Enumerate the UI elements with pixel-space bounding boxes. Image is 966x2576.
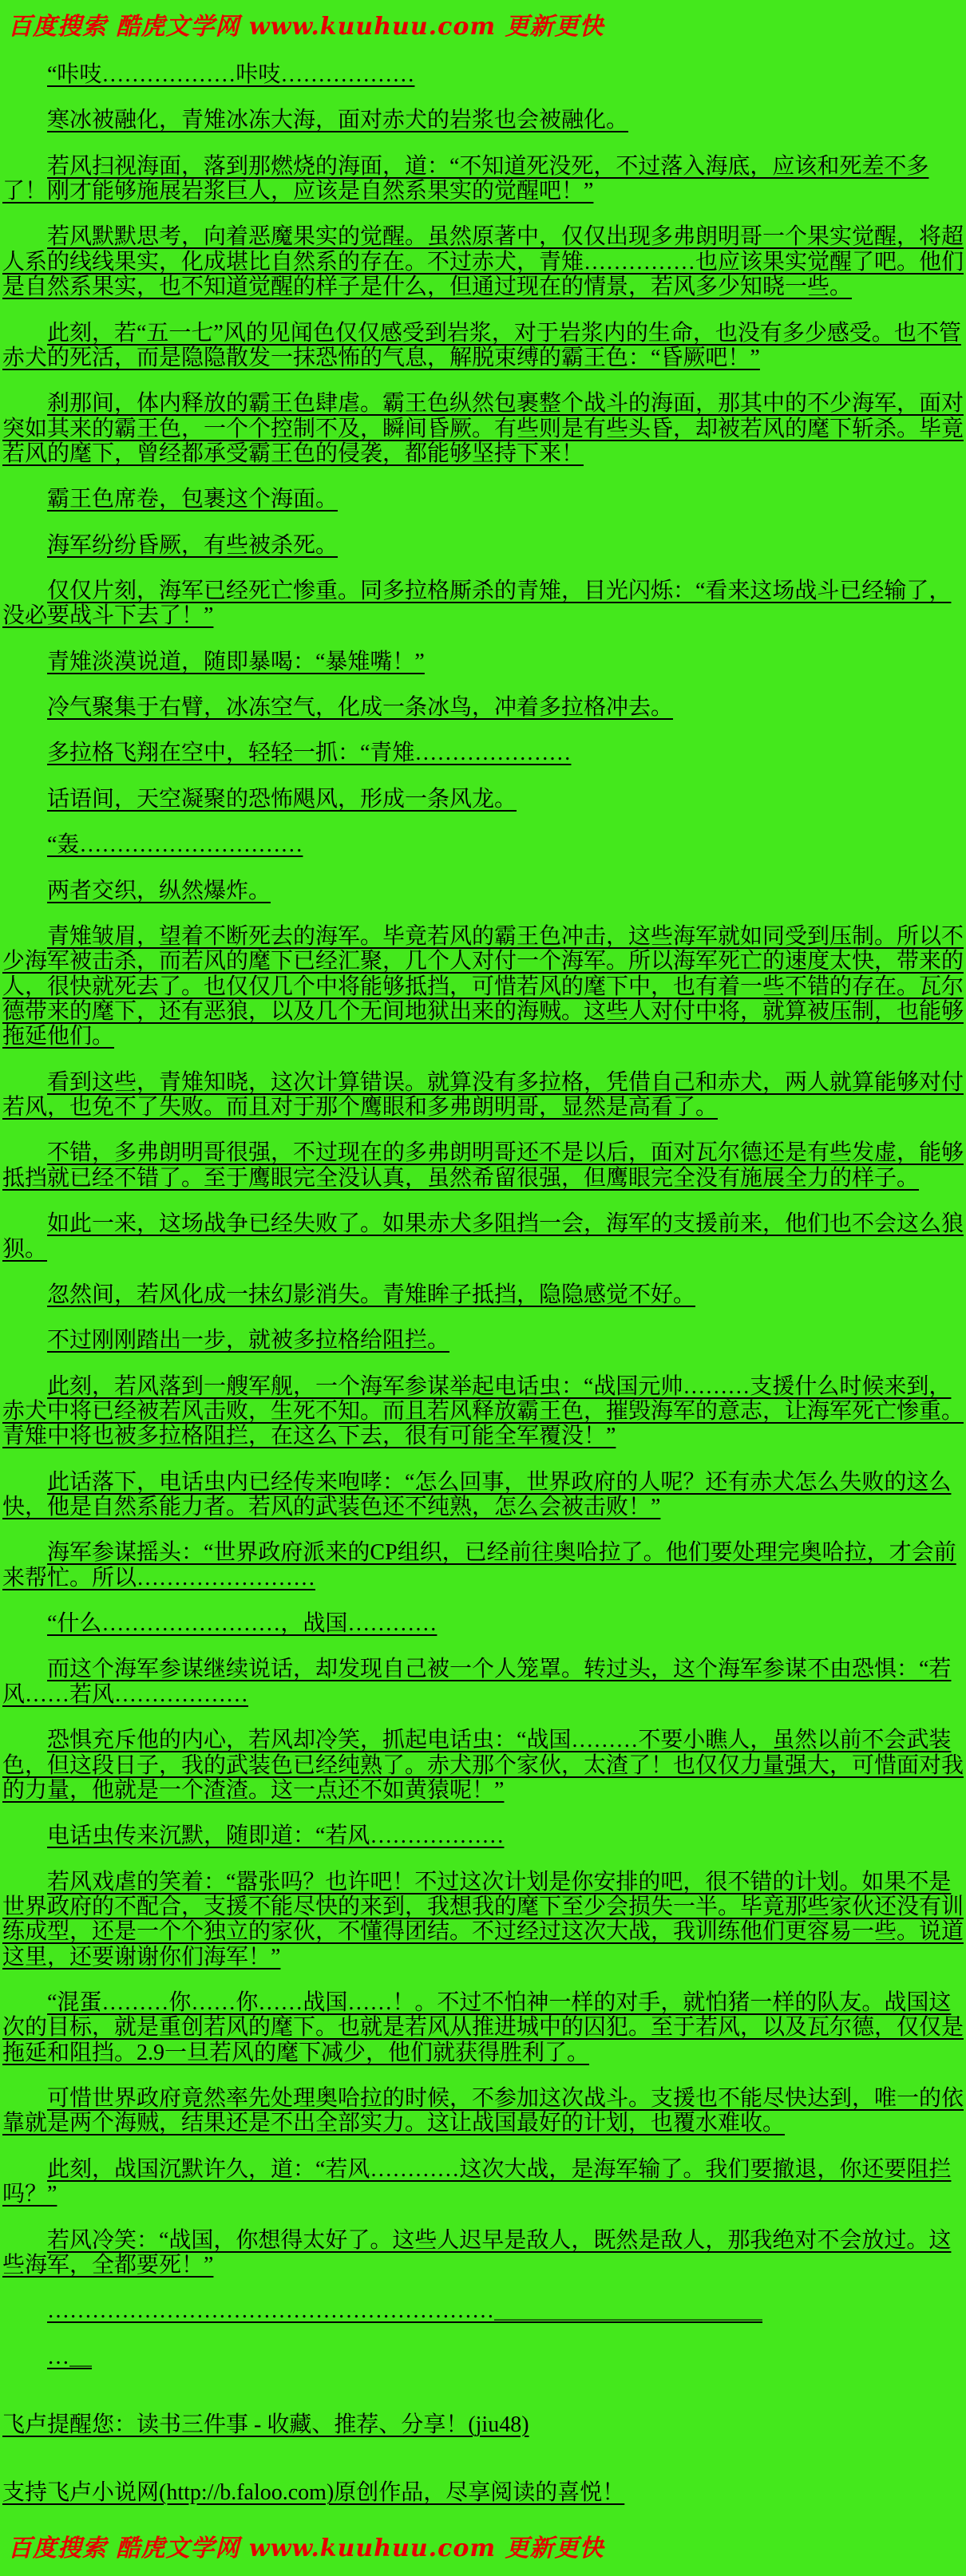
novel-paragraph: 不过刚刚踏出一步，就被多拉格给阻拦。: [47, 1328, 450, 1353]
novel-paragraph: 忽然间，若风化成一抹幻影消失。青雉眸子抵挡，隐隐感觉不好。: [47, 1282, 696, 1307]
novel-paragraph: 可惜世界政府竟然率先处理奥哈拉的时候，不参加这次战斗。支援也不能尽快达到，唯一的依靠就是两个海贼，结果还是不出全部实力。这让战国最好的计划，也覆水难收。: [2, 2086, 964, 2136]
novel-paragraph: 仅仅片刻，海军已经死亡惨重。同多拉格厮杀的青雉，目光闪烁：“看来这场战斗已经输了，没必要战斗下去了！”: [2, 579, 952, 629]
novel-paragraph: 海军参谋摇头：“世界政府派来的CP组织，已经前往奥哈拉了。他们要处理完奥哈拉，才会前来帮忙。所以……………………: [2, 1540, 956, 1590]
novel-paragraph: 若风冷笑：“战国，你想得太好了。这些人迟早是敌人，既然是敌人，那我绝对不会放过。这些海军，全都要死！”: [2, 2227, 952, 2278]
novel-paragraph: 看到这些，青雉知晓，这次计算错误。就算没有多拉格，凭借自己和赤犬，两人就算能够对付若风，也免不了失败。而且对于那个鹰眼和多弗朗明哥，显然是高看了。: [2, 1069, 964, 1120]
novel-paragraph: 寒冰被融化，青雉冰冻大海，面对赤犬的岩浆也会被融化。: [47, 108, 629, 133]
novel-paragraph: “咔吱………………咔吱………………: [47, 62, 415, 87]
novel-paragraph: 霸王色席卷，包裹这个海面。: [47, 487, 338, 512]
novel-paragraph: 话语间，天空凝聚的恐怖飓风，形成一条风龙。: [47, 786, 517, 812]
footer-promo: 百度搜索 酷虎文学网 www.kuuhuu.com 更新更快: [8, 2534, 604, 2562]
novel-paragraph: 冷气聚集于右臂，冰冻空气，化成一条冰鸟，冲着多拉格冲去。: [47, 695, 674, 721]
novel-paragraph: 若风扫视海面，落到那燃烧的海面，道：“不知道死没死，不过落入海底，应该和死差不多了！刚才能够施展岩浆巨人，应该是自然系果实的觉醒吧！”: [2, 153, 929, 204]
novel-paragraph: 多拉格飞翔在空中，轻轻一抓：“青雉…………………: [47, 741, 572, 766]
faloo-support-note: 支持飞卢小说网(http://b.faloo.com)原创作品，尽享阅读的喜悦！: [2, 2480, 625, 2506]
page: [0, 6, 966, 2576]
novel-paragraph: 若风默默思考，向着恶魔果实的觉醒。虽然原著中，仅仅出现多弗朗明哥一个果实觉醒，将超人系的线线果实，化成堪比自然系的存在。不过赤犬，青雉……………也应该果实觉醒了吧。他们是自然系果实，也不知道觉醒的样子是什么，但通过现在的情景，若风多少知晓一些。: [2, 224, 964, 300]
page-notes: [0, 2412, 966, 2506]
novel-paragraph: 海军纷纷昏厥，有些被杀死。: [47, 532, 338, 558]
novel-paragraph: 如此一来，这场战争已经失败了。如果赤犬多阻挡一会，海军的支援前来，他们也不会这么狼狈。: [2, 1211, 964, 1262]
novel-paragraph: 不错，多弗朗明哥很强，不过现在的多弗朗明哥还不是以后，面对瓦尔德还是有些发虚，能够抵挡就已经不错了。至于鹰眼完全没认真，虽然希留很强，但鹰眼完全没有施展全力的样子。: [2, 1140, 964, 1191]
novel-paragraph: 刹那间，体内释放的霸王色肆虐。霸王色纵然包裹整个战斗的海面，那其中的不少海军，面对突如其来的霸王色，一个个控制不及，瞬间昏厥。有些则是有些头昏，却被若风的麾下斩杀。毕竟若风的麾下，曾经都承受霸王色的侵袭，都能够坚持下来！: [2, 391, 964, 466]
novel-paragraph: 此刻，若风落到一艘军舰，一个海军参谋举起电话虫：“战国元帅………支援什么时候来到，赤犬中将已经被若风击败，生死不知。而且若风释放霸王色，摧毁海军的意志，让海军死亡惨重。青雉中将也被多拉格阻拦，在这么下去，很有可能全军覆没！”: [2, 1373, 964, 1449]
novel-paragraph: 此刻，若“五一七”风的见闻色仅仅感受到岩浆，对于岩浆内的生命，也没有多少感受。也不管赤犬的死活，而是隐隐散发一抹恐怖的气息，解脱束缚的霸王色：“昏厥吧！”: [2, 320, 961, 370]
novel-paragraph: “什么……………………，战国…………: [47, 1611, 437, 1637]
novel-paragraph: 两者交织，纵然爆炸。: [47, 878, 271, 903]
novel-paragraph: 此话落下，电话虫内已经传来咆哮：“怎么回事，世界政府的人呢？还有赤犬怎么失败的这么快，他是自然系能力者。若风的武装色还不纯熟，怎么会被击败！”: [2, 1469, 952, 1520]
novel-paragraph: “混蛋………你……你……战国……！。不过不怕神一样的对手，就怕猪一样的队友。战国这次的目标，就是重创若风的麾下。也就是若风从推进城中的囚犯。至于若风，以及瓦尔德，仅仅是拖延和阻挡。2.9一旦若风的麾下减少，他们就获得胜利了。: [2, 1990, 964, 2065]
novel-paragraph: 电话虫传来沉默，随即道：“若风………………: [47, 1823, 505, 1849]
novel-paragraph: ……………………………………………………＿＿＿＿＿＿＿＿＿＿＿＿: [47, 2298, 763, 2324]
novel-paragraph: …＿: [47, 2344, 93, 2369]
header-promo: 百度搜索 酷虎文学网 www.kuuhuu.com 更新更快: [8, 13, 604, 41]
novel-paragraph: 恐惧充斥他的内心，若风却冷笑，抓起电话虫：“战国………不要小瞧人，虽然以前不会武装色，但这段日子，我的武装色已经纯熟了。赤犬那个家伙，太渣了！也仅仅力量强大，可惜面对我的力量，他就是一个渣渣。这一点还不如黄猿呢！”: [2, 1728, 964, 1803]
novel-paragraph: 青雉淡漠说道，随即暴喝：“暴雉嘴！”: [47, 649, 425, 674]
novel-paragraph: “轰…………………………: [47, 832, 303, 858]
novel-paragraph: 此刻，战国沉默许久，道：“若风…………这次大战，是海军输了。我们要撤退，你还要阻拦吗？”: [2, 2156, 952, 2207]
novel-paragraph: 若风戏虐的笑着：“嚣张吗？也许吧！不过这次计划是你安排的吧，很不错的计划。如果不是世界政府的不配合，支援不能尽快的来到，我想我的麾下至少会损失一半。毕竟那些家伙还没有训练成型，还是一个个独立的家伙，不懂得团结。不过经过这次大战，我训练他们更容易一些。说道这里，还要谢谢你们海军！”: [2, 1869, 964, 1970]
novel-paragraph: 而这个海军参谋继续说话，却发现自己被一个人笼罩。转过头，这个海军参谋不由恐惧：“若风……若风………………: [2, 1657, 952, 1707]
faloo-reminder-note: 飞卢提醒您：读书三件事 - 收藏、推荐、分享！(jiu48): [2, 2412, 529, 2437]
novel-body: [0, 62, 966, 2369]
novel-paragraph: 青雉皱眉，望着不断死去的海军。毕竟若风的霸王色冲击，这些海军就如同受到压制。所以不少海军被击杀，而若风的麾下已经汇聚，几个人对付一个海军。所以海军死亡的速度太快，带来的人，很快就死去了。也仅仅几个中将能够抵挡，可惜若风的麾下中，也有着一些不错的存在。瓦尔德带来的麾下，还有恶狼，以及几个无间地狱出来的海贼。这些人对付中将，就算被压制，也能够拖延他们。: [2, 923, 964, 1049]
